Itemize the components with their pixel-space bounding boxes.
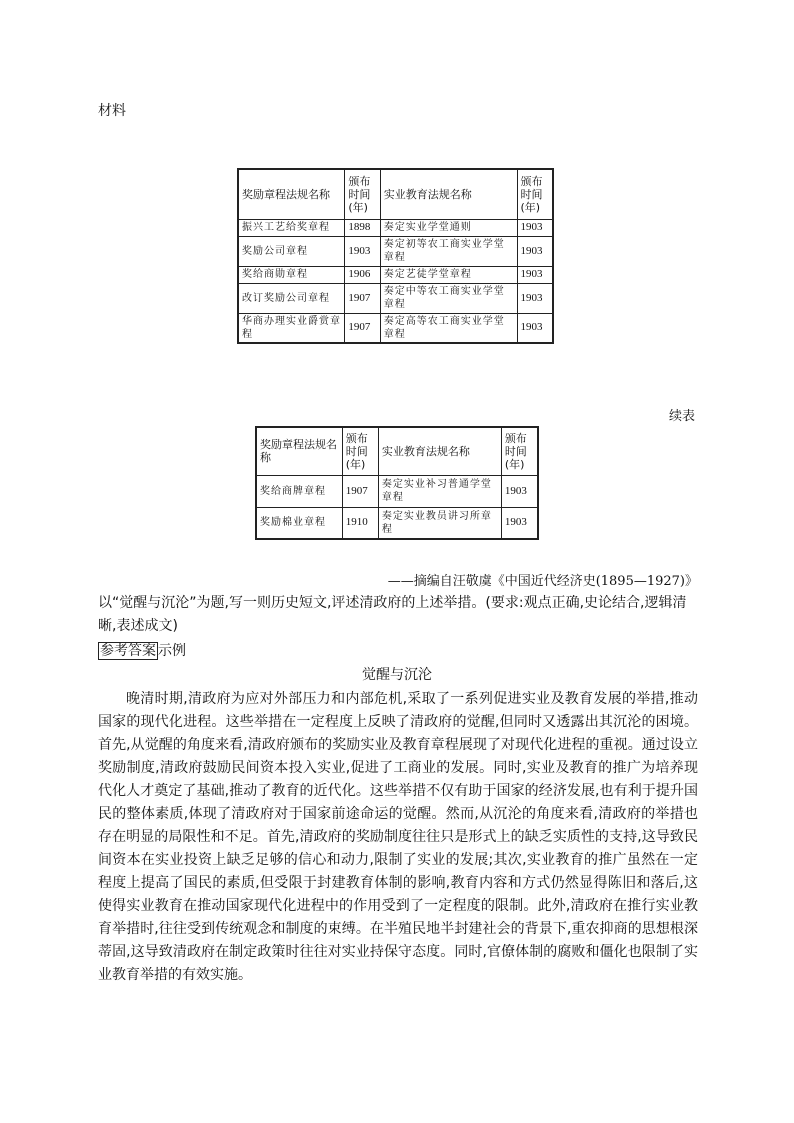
table-cell: 奖励棉业章程 bbox=[256, 507, 342, 539]
source-citation: ——摘编自汪敬虞《中国近代经济史(1895—1927)》 bbox=[387, 574, 698, 589]
table-cell: 1910 bbox=[342, 507, 378, 539]
regulations-table bbox=[237, 168, 554, 344]
table-cell: 振兴工艺给奖章程 bbox=[238, 219, 345, 236]
table-row bbox=[238, 313, 553, 343]
table-row bbox=[256, 475, 538, 507]
essay-body: 晚清时期,清政府为应对外部压力和内部危机,采取了一系列促进实业及教育发展的举措,推动国家的现代化进程。这些举措在一定程度上反映了清政府的觉醒,但同时又透露出其沉沦的困境。首先,从觉醒的角度来看,清政府颁布的奖励实业及教育章程展现了对现代化进程的重视。通过设立奖励制度,清政府鼓励民间资本投入实业,促进了工商业的发展。同时,实业及教育的推广为培养现代化人才奠定了基础,推动了教育的近代化。这些举措不仅有助于国家的经济发展,也有利于提升国民的整体素质,体现了清政府对于国家前途命运的觉醒。然而,从沉沦的角度来看,清政府的举措也存在明显的局限性和不足。首先,清政府的奖励制度往往只是形式上的缺乏实质性的支持,这导致民间资本在实业投资上缺乏足够的信心和动力,限制了实业的发展;其次,实业教育的推广虽然在一定程度上提高了国民的素质,但受限于封建教育体制的影响,教育内容和方式仍然显得陈旧和落后,这使得实业教育在推动国家现代化进程中的作用受到了一定程度的限制。此外,清政府在推行实业教育举措时,往往受到传统观念和制度的束缚。在半殖民地半封建社会的背景下,重农抑商的思想根深蒂固,这导致清政府在制定政策时往往对实业持保守态度。同时,官僚体制的腐败和僵化也限制了实业教育举措的有效实施。 bbox=[98, 691, 698, 983]
table-header-row bbox=[238, 169, 553, 219]
table-cell: 1903 bbox=[517, 266, 553, 283]
table-cell: 奖给商牌章程 bbox=[256, 475, 342, 507]
header-cell: 颁布时间(年) bbox=[517, 169, 553, 219]
table-cell: 奖给商勋章程 bbox=[238, 266, 345, 283]
header-cell: 奖励章程法规名称 bbox=[256, 427, 342, 475]
header-cell: 颁布时间(年) bbox=[501, 427, 538, 475]
table-cell: 奏定高等农工商实业学堂章程 bbox=[380, 313, 517, 343]
table-cell: 1903 bbox=[345, 236, 380, 266]
table-row bbox=[238, 236, 553, 266]
table-cell: 1907 bbox=[345, 313, 380, 343]
answer-label: 参考答案 bbox=[100, 643, 156, 659]
header-cell: 实业教育法规名称 bbox=[378, 427, 501, 475]
table-cell: 1907 bbox=[342, 475, 378, 507]
table-cell: 1907 bbox=[345, 283, 380, 313]
table-row bbox=[238, 283, 553, 313]
table-cell: 奏定实业学堂通则 bbox=[380, 219, 517, 236]
header-cell: 颁布时间(年) bbox=[345, 169, 380, 219]
continued-label: 续表 bbox=[669, 409, 696, 424]
header-cell: 实业教育法规名称 bbox=[380, 169, 517, 219]
table-row bbox=[256, 507, 538, 539]
table-cell: 1903 bbox=[517, 219, 553, 236]
table-cell: 奖励公司章程 bbox=[238, 236, 345, 266]
table-cell: 1903 bbox=[501, 507, 538, 539]
table-cell: 改订奖励公司章程 bbox=[238, 283, 345, 313]
question-text: 以“觉醒与沉沦”为题,写一则历史短文,评述清政府的上述举措。(要求:观点正确,史论结合,逻辑清晰,表述成文) bbox=[98, 595, 687, 634]
table-row bbox=[238, 219, 553, 236]
table-cell: 1898 bbox=[345, 219, 380, 236]
table-cell: 1903 bbox=[501, 475, 538, 507]
table-cell: 奏定艺徒学堂章程 bbox=[380, 266, 517, 283]
table-row bbox=[238, 266, 553, 283]
table-cell: 1903 bbox=[517, 313, 553, 343]
essay-title: 觉醒与沉沦 bbox=[362, 667, 432, 683]
table-cell: 奏定初等农工商实业学堂章程 bbox=[380, 236, 517, 266]
table-cell: 奏定中等农工商实业学堂章程 bbox=[380, 283, 517, 313]
answer-header bbox=[98, 640, 186, 660]
table-cell: 1903 bbox=[517, 236, 553, 266]
material-label: 材料 bbox=[98, 103, 126, 119]
table-cell: 华商办理实业爵赏章程 bbox=[238, 313, 345, 343]
table-cell: 1906 bbox=[345, 266, 380, 283]
table-cell: 奏定实业补习普通学堂章程 bbox=[378, 475, 501, 507]
header-cell: 颁布时间(年) bbox=[342, 427, 378, 475]
table-cell: 奏定实业教员讲习所章程 bbox=[378, 507, 501, 539]
regulations-table-continued bbox=[255, 426, 539, 540]
answer-example-label: 示例 bbox=[158, 643, 186, 659]
header-cell: 奖励章程法规名称 bbox=[238, 169, 345, 219]
table-header-row bbox=[256, 427, 538, 475]
table-cell: 1903 bbox=[517, 283, 553, 313]
